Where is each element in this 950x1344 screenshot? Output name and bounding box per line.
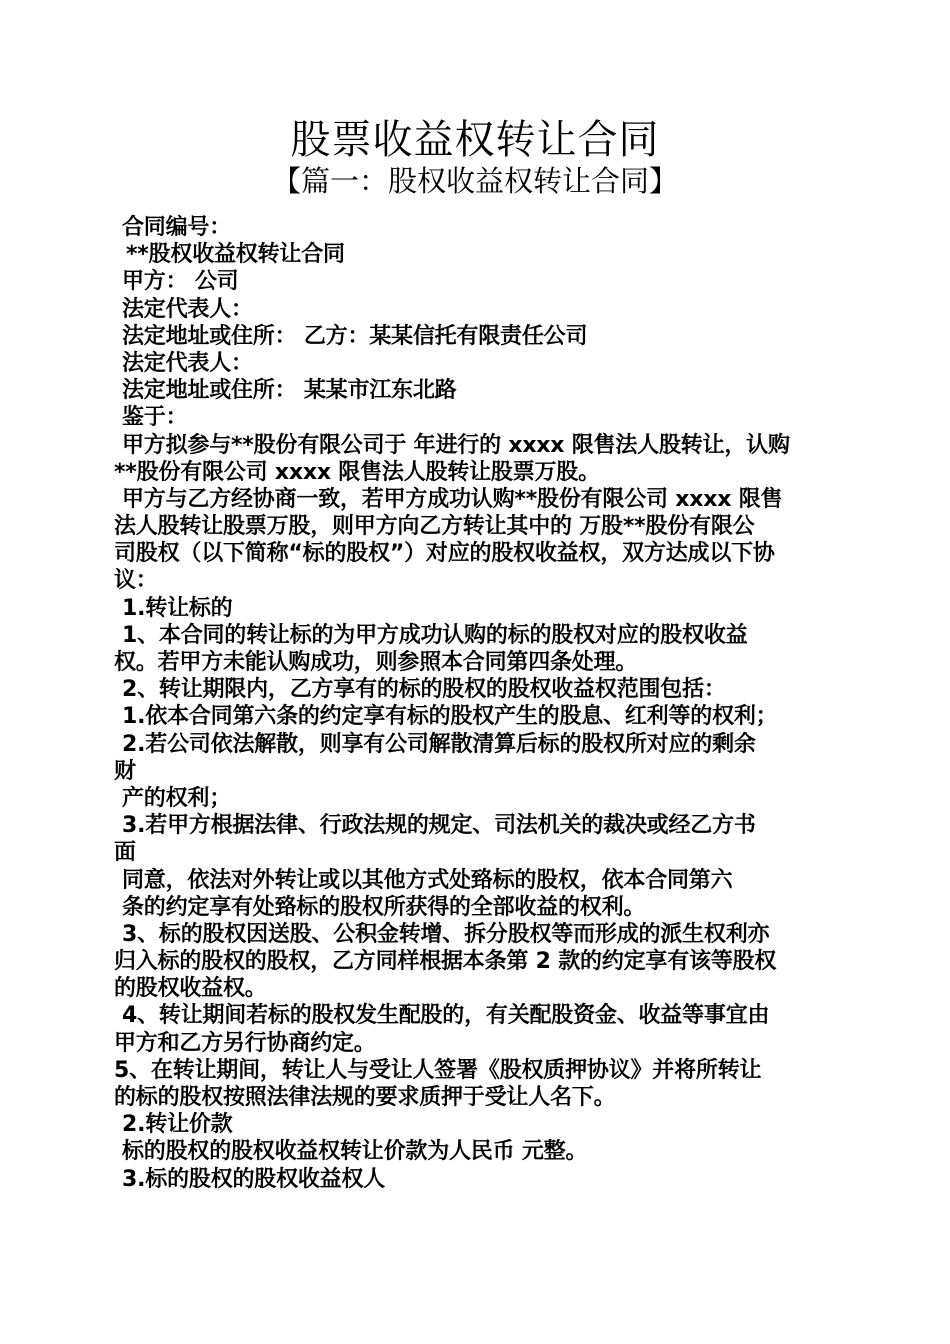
document-line: 权。若甲方未能认购成功，则参照本合同第四条处理。 (114, 650, 638, 675)
document-line: **股权收益权转让合同 (126, 242, 345, 268)
document-line: 财 (114, 758, 136, 784)
document-line: 2、转让期限内，乙方享有的标的股权的股权收益权范围包括： (122, 677, 726, 703)
document-line: 3.若甲方根据法律、行政法规的规定、司法机关的裁决或经乙方书 (122, 813, 756, 839)
document-line: 甲方和乙方另行协商约定。 (114, 1030, 376, 1056)
document-line: 标的股权的股权收益权转让价款为人民币 元整。 (122, 1139, 588, 1165)
document-line: 1.依本合同第六条的约定享有标的股权产生的股息、红利等的权利； (122, 704, 778, 730)
document-line: 的股权收益权。 (114, 976, 267, 1002)
document-line: 法定代表人： (122, 296, 253, 322)
document-line: 3、标的股权因送股、公积金转增、拆分股权等而形成的派生权利亦 (122, 921, 770, 947)
document-line: 鉴于： (122, 405, 188, 431)
document-line: 4、转让期间若标的股权发生配股的，有关配股资金、收益等事宜由 (122, 1003, 770, 1029)
document-line: 甲方与乙方经协商一致，若甲方成功认购**股份有限公司 xxxx 限售 (122, 486, 783, 512)
document-line: 甲方： 公司 (122, 269, 239, 295)
document-line: 法定地址或住所： 乙方：某某信托有限责任公司 (122, 323, 588, 349)
document-line: 司股权（以下简称“标的股权”）对应的股权收益权，双方达成以下协 (114, 541, 775, 567)
document-line: 2.若公司依法解散，则享有公司解散清算后标的股权所对应的剩余 (122, 731, 756, 757)
document-line: **股份有限公司 xxxx 限售法人股转让股票万股。 (114, 459, 600, 485)
document-line: 法人股转让股票万股，则甲方向乙方转让其中的 万股**股份有限公 (114, 514, 755, 540)
document-line: 议： (114, 568, 158, 594)
document-line: 法定地址或住所： 某某市江东北路 (122, 378, 457, 404)
document-line: 3.标的股权的股权收益权人 (122, 1166, 386, 1192)
document-line: 1、本合同的转让标的为甲方成功认购的标的股权对应的股权收益 (122, 622, 748, 648)
document-line: 归入标的股权的股权，乙方同样根据本条第 2 款的约定享有该等股权 (114, 949, 777, 975)
document-line: 的标的股权按照法律法规的要求质押于受让人名下。 (114, 1085, 616, 1110)
document-line: 法定代表人： (122, 350, 253, 376)
document-line: 2.转让价款 (122, 1112, 233, 1138)
document-body (114, 214, 844, 1193)
document-subtitle: 【篇一：股权收益权转让合同】 (271, 164, 678, 198)
document-line: 产的权利； (122, 785, 232, 811)
document-line: 1.转让标的 (122, 595, 233, 621)
document-line: 条的约定享有处臵标的股权所获得的全部收益的权利。 (122, 894, 646, 920)
document-line: 5、在转让期间，转让人与受让人签署《股权质押协议》并将所转让 (114, 1057, 762, 1083)
document-line: 同意，依法对外转让或以其他方式处臵标的股权，依本合同第六 (122, 867, 733, 893)
document-title: 股票收益权转让合同 (290, 117, 660, 163)
document-line: 甲方拟参与**股份有限公司于 年进行的 xxxx 限售法人股转让，认购 (122, 432, 790, 458)
document-line: 合同编号： (122, 215, 232, 240)
document-line: 面 (114, 840, 136, 866)
